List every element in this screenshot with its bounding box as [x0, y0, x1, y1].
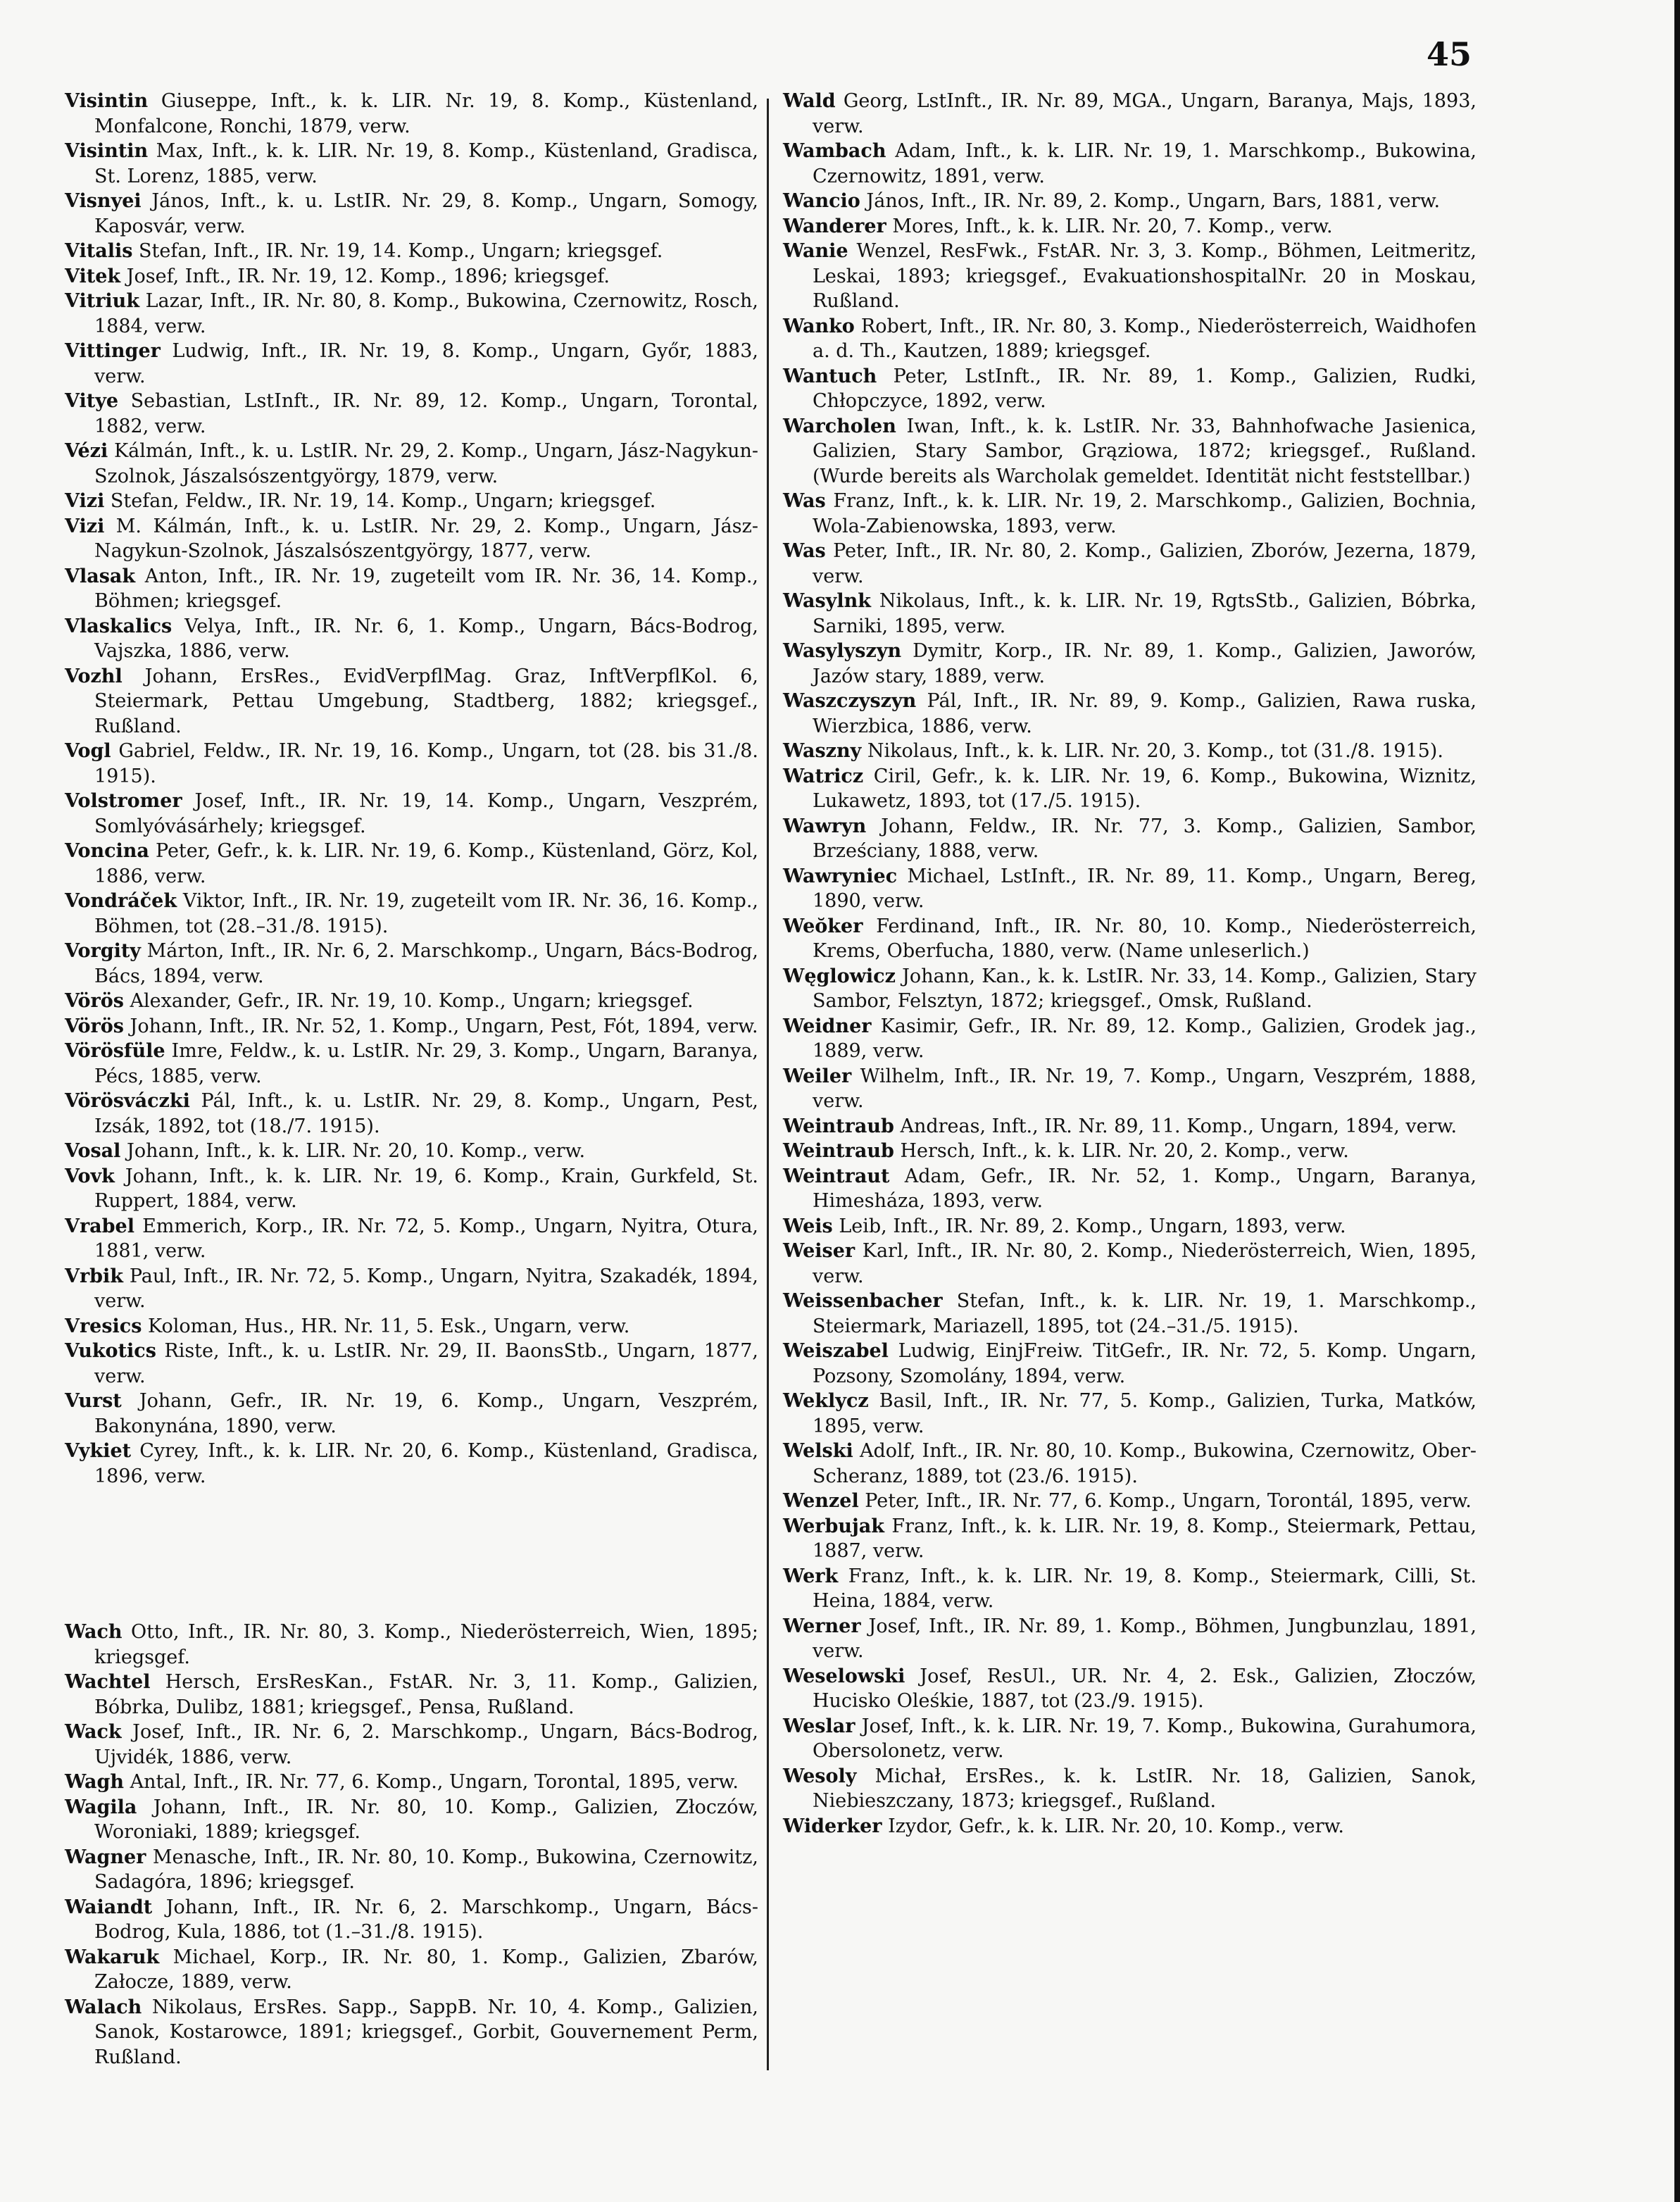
entry-details: Johann, Kan., k. k. LstIR. Nr. 33, 14. Komp., Galizien, Stary Sambor, Felsztyn, 1872; kriegsgef., Omsk, Rußland. [813, 965, 1477, 1012]
entry-details: Alexander, Gefr., IR. Nr. 19, 10. Komp., Ungarn; kriegsgef. [123, 990, 694, 1012]
entry [65, 514, 758, 564]
entry-surname: Wagila [65, 1796, 137, 1818]
entry-details: Michael, Korp., IR. Nr. 80, 1. Komp., Galizien, Zbarów, Załocze, 1889, verw. [94, 1946, 758, 1993]
entry-details: Ferdinand, Inft., IR. Nr. 80, 10. Komp., Niederösterreich, Krems, Oberfucha, 1880, verw. (Name unleserlich.) [813, 915, 1477, 962]
entry [65, 1620, 758, 1670]
page-number: 45 [1427, 35, 1472, 73]
entry [65, 789, 758, 839]
entry [783, 864, 1477, 914]
entry-details: Franz, Inft., k. k. LIR. Nr. 19, 2. Marschkomp., Galizien, Bochnia, Wola-Zabienowska, 1893, verw. [813, 490, 1477, 537]
entry-details: János, Inft., k. u. LstIR. Nr. 29, 8. Komp., Ungarn, Somogy, Kaposvár, verw. [94, 190, 758, 237]
entry [783, 814, 1477, 864]
entry-details: Peter, Inft., IR. Nr. 77, 6. Komp., Ungarn, Torontál, 1895, verw. [858, 1490, 1472, 1512]
entry-surname: Weintraub [783, 1115, 894, 1137]
entry-details: Michael, LstInft., IR. Nr. 89, 11. Komp., Ungarn, Bereg, 1890, verw. [813, 865, 1477, 912]
entry-surname: Wakaruk [65, 1946, 160, 1968]
entry-details: Sebastian, LstInft., IR. Nr. 89, 12. Komp., Ungarn, Torontal, 1882, verw. [94, 390, 758, 437]
entry-details: Kasimir, Gefr., IR. Nr. 89, 12. Komp., Galizien, Grodek jag., 1889, verw. [813, 1015, 1477, 1062]
entry-details: Anton, Inft., IR. Nr. 19, zugeteilt vom IR. Nr. 36, 14. Komp., Böhmen; kriegsgef. [94, 565, 758, 612]
entry-list-w [65, 1620, 758, 2070]
entry-surname: Vittinger [65, 340, 161, 362]
entry-surname: Wancio [783, 190, 860, 212]
entry [65, 1770, 758, 1795]
entry [783, 239, 1477, 314]
entry-surname: Weselowski [783, 1665, 905, 1687]
entry-surname: Vörösfüle [65, 1040, 165, 1062]
entry-surname: Vykiet [65, 1440, 132, 1462]
entry [783, 89, 1477, 139]
entry-surname: Wald [783, 90, 836, 112]
entry-surname: Weidner [783, 1015, 872, 1037]
entry-surname: Walach [65, 1996, 142, 2018]
entry-surname: Wenzel [783, 1490, 859, 1512]
left-column [65, 89, 758, 2070]
entry [783, 589, 1477, 639]
entry-details: Leib, Inft., IR. Nr. 89, 2. Komp., Ungarn, 1893, verw. [832, 1215, 1346, 1237]
entry-details: Emmerich, Korp., IR. Nr. 72, 5. Komp., Ungarn, Nyitra, Otura, 1881, verw. [94, 1215, 758, 1262]
entry-surname: Wesoly [783, 1765, 857, 1787]
entry [783, 1064, 1477, 1114]
entry-surname: Welski [783, 1440, 853, 1462]
entry-surname: Vurst [65, 1390, 122, 1412]
entry-details: Mores, Inft., k. k. LIR. Nr. 20, 7. Komp., verw. [886, 215, 1333, 237]
entry-details: Viktor, Inft., IR. Nr. 19, zugeteilt vom IR. Nr. 36, 16. Komp., Böhmen, tot (28.–31./8. 1915). [94, 890, 758, 937]
entry [65, 339, 758, 389]
entry [65, 1339, 758, 1389]
entry-details: Kálmán, Inft., k. u. LstIR. Nr. 29, 2. Komp., Ungarn, Jász-Nagykun-Szolnok, Jászalsószentgyörgy, 1879, verw. [94, 440, 758, 487]
entry-details: Josef, Inft., IR. Nr. 19, 14. Komp., Ungarn, Veszprém, Somlyóvásárhely; kriegsgef. [94, 790, 758, 837]
entry-surname: Wach [65, 1621, 123, 1643]
entry [65, 614, 758, 664]
entry [783, 1389, 1477, 1439]
entry [783, 414, 1477, 489]
entry-surname: Vitalis [65, 240, 133, 262]
entry-surname: Vozhl [65, 665, 123, 687]
entry [783, 1014, 1477, 1064]
entry-details: Pál, Inft., IR. Nr. 89, 9. Komp., Galizien, Rawa ruska, Wierzbica, 1886, verw. [813, 690, 1477, 737]
entry-surname: Wantuch [783, 365, 877, 387]
entry-surname: Wawryniec [783, 865, 898, 887]
entry-details: Johann, Inft., IR. Nr. 52, 1. Komp., Ungarn, Pest, Fót, 1894, verw. [123, 1015, 758, 1037]
entry-surname: Weklycz [783, 1390, 869, 1412]
entry [783, 914, 1477, 964]
entry [65, 439, 758, 489]
entry-details: Nikolaus, ErsRes. Sapp., SappB. Nr. 10, 4. Komp., Galizien, Sanok, Kostarowce, 1891; kriegsgef., Gorbit, Gouvernement Perm, Rußland. [94, 1996, 758, 2068]
entry-details: Josef, Inft., k. k. LIR. Nr. 19, 7. Komp., Bukowina, Gurahumora, Obersolonetz, verw. [813, 1715, 1477, 1762]
entry [65, 1139, 758, 1164]
right-column [783, 89, 1477, 1839]
entry [783, 1239, 1477, 1289]
entry-surname: Węglowicz [783, 965, 896, 987]
entry-surname: Weintraub [783, 1140, 894, 1162]
entry [65, 264, 758, 289]
entry-details: Lazar, Inft., IR. Nr. 80, 8. Komp., Bukowina, Czernowitz, Rosch, 1884, verw. [94, 290, 758, 337]
entry-surname: Waszny [783, 740, 862, 762]
entry-surname: Vitek [65, 265, 121, 287]
entry [65, 1720, 758, 1770]
entry [783, 1664, 1477, 1714]
entry [783, 1214, 1477, 1239]
entry-surname: Weintraut [783, 1165, 890, 1187]
entry-details: Hersch, Inft., k. k. LIR. Nr. 20, 2. Komp., verw. [894, 1140, 1349, 1162]
entry [783, 689, 1477, 739]
entry [65, 1264, 758, 1314]
entry-surname: Wanderer [783, 215, 886, 237]
entry [65, 189, 758, 239]
entry-details: Velya, Inft., IR. Nr. 6, 1. Komp., Ungarn, Bács-Bodrog, Vajszka, 1886, verw. [94, 615, 758, 662]
entry-details: Antal, Inft., IR. Nr. 77, 6. Komp., Ungarn, Torontal, 1895, verw. [123, 1771, 739, 1793]
entry-surname: Waszczyszyn [783, 690, 917, 712]
entry [65, 1039, 758, 1089]
entry [783, 314, 1477, 364]
entry-details: Johann, Inft., IR. Nr. 80, 10. Komp., Galizien, Złoczów, Woroniaki, 1889; kriegsgef. [94, 1796, 758, 1843]
entry-details: Wenzel, ResFwk., FstAR. Nr. 3, 3. Komp., Böhmen, Leitmeritz, Leskai, 1893; kriegsgef., EvakuationshospitalNr. 20 in Moskau, Rußland. [813, 240, 1477, 312]
entry [783, 1564, 1477, 1614]
entry-surname: Weis [783, 1215, 833, 1237]
entry [783, 964, 1477, 1014]
entry-surname: Vézi [65, 440, 108, 462]
entry [783, 1489, 1477, 1514]
entry-details: Izydor, Gefr., k. k. LIR. Nr. 20, 10. Komp., verw. [882, 1815, 1344, 1837]
entry [783, 1439, 1477, 1489]
entry-details: Giuseppe, Inft., k. k. LIR. Nr. 19, 8. Komp., Küstenland, Monfalcone, Ronchi, 1879, verw. [94, 90, 758, 137]
entry [65, 1314, 758, 1339]
entry-details: Peter, Inft., IR. Nr. 80, 2. Komp., Galizien, Zborów, Jezerna, 1879, verw. [813, 540, 1477, 587]
entry-surname: Voncina [65, 840, 149, 862]
entry-surname: Waiandt [65, 1896, 153, 1918]
entry [783, 139, 1477, 189]
entry-details: Gabriel, Feldw., IR. Nr. 19, 16. Komp., Ungarn, tot (28. bis 31./8. 1915). [94, 740, 758, 787]
entry-surname: Vizi [65, 515, 105, 537]
entry [65, 889, 758, 939]
entry-details: Franz, Inft., k. k. LIR. Nr. 19, 8. Komp., Steiermark, Cilli, St. Heina, 1884, verw. [813, 1565, 1477, 1612]
entry-list-v [65, 89, 758, 1489]
entry-details: Nikolaus, Inft., k. k. LIR. Nr. 20, 3. Komp., tot (31./8. 1915). [861, 740, 1443, 762]
entry-details: Hersch, ErsResKan., FstAR. Nr. 3, 11. Komp., Galizien, Bóbrka, Dulibz, 1881; kriegsgef., Pensa, Rußland. [94, 1671, 758, 1718]
entry-surname: Wagner [65, 1846, 146, 1868]
entry-surname: Visintin [65, 90, 149, 112]
entry [65, 839, 758, 889]
entry [783, 364, 1477, 414]
entry-details: Johann, Gefr., IR. Nr. 19, 6. Komp., Ungarn, Veszprém, Bakonynána, 1890, verw. [94, 1390, 758, 1437]
scan-edge [1674, 0, 1680, 2202]
entry-surname: Vlaskalics [65, 615, 173, 637]
entry-surname: Wambach [783, 140, 886, 162]
entry-details: Karl, Inft., IR. Nr. 80, 2. Komp., Niederösterreich, Wien, 1895, verw. [813, 1240, 1477, 1287]
entry-surname: Weiler [783, 1065, 852, 1087]
entry-details: Johann, Inft., IR. Nr. 6, 2. Marschkomp., Ungarn, Bács-Bodrog, Kula, 1886, tot (1.–31./8. 1915). [94, 1896, 758, 1943]
entry [65, 489, 758, 514]
entry-surname: Werbujak [783, 1515, 885, 1537]
entry [65, 239, 758, 264]
entry-surname: Widerker [783, 1815, 882, 1837]
entry-surname: Weiszabel [783, 1340, 889, 1362]
entry-surname: Warcholen [783, 415, 896, 437]
entry-details: Riste, Inft., k. u. LstIR. Nr. 29, II. BaonsStb., Ungarn, 1877, verw. [94, 1340, 758, 1387]
entry [65, 1795, 758, 1845]
entry-surname: Vlasak [65, 565, 136, 587]
entry-details: Paul, Inft., IR. Nr. 72, 5. Komp., Ungarn, Nyitra, Szakadék, 1894, verw. [94, 1265, 758, 1312]
entry-details: Stefan, Feldw., IR. Nr. 19, 14. Komp., Ungarn; kriegsgef. [104, 490, 656, 512]
entry-details: Ciril, Gefr., k. k. LIR. Nr. 19, 6. Komp., Bukowina, Wiznitz, Lukawetz, 1893, tot (17./5. 1915). [813, 765, 1477, 812]
entry-surname: Vörös [65, 990, 124, 1012]
entry-details: Georg, LstInft., IR. Nr. 89, MGA., Ungarn, Baranya, Majs, 1893, verw. [813, 90, 1477, 137]
entry-surname: Weslar [783, 1715, 855, 1737]
entry [65, 1439, 758, 1489]
entry-surname: Vörösváczki [65, 1090, 190, 1112]
entry [65, 1945, 758, 1995]
entry-details: Menasche, Inft., IR. Nr. 80, 10. Komp., Bukowina, Czernowitz, Sadagóra, 1896; kriegsgef. [94, 1846, 758, 1893]
entry-surname: Was [783, 540, 826, 562]
entry-details: Franz, Inft., k. k. LIR. Nr. 19, 8. Komp., Steiermark, Pettau, 1887, verw. [813, 1515, 1477, 1562]
entry [65, 1164, 758, 1214]
column-divider [767, 99, 769, 2070]
entry-surname: Vogl [65, 740, 111, 762]
entry-details: Adam, Inft., k. k. LIR. Nr. 19, 1. Marschkomp., Bukowina, Czernowitz, 1891, verw. [813, 140, 1477, 187]
entry [65, 564, 758, 614]
entry-details: Márton, Inft., IR. Nr. 6, 2. Marschkomp., Ungarn, Bács-Bodrog, Bács, 1894, verw. [94, 940, 758, 987]
entry-surname: Wanko [783, 315, 855, 337]
entry-surname: Werk [783, 1565, 839, 1587]
entry-details: Josef, Inft., IR. Nr. 19, 12. Komp., 1896; kriegsgef. [120, 265, 610, 287]
entry-surname: Visintin [65, 140, 149, 162]
entry-surname: Wawryn [783, 815, 867, 837]
entry-details: Andreas, Inft., IR. Nr. 89, 11. Komp., Ungarn, 1894, verw. [894, 1115, 1458, 1137]
entry [783, 489, 1477, 539]
entry [783, 764, 1477, 814]
entry-surname: Weissenbacher [783, 1290, 943, 1312]
entry [783, 639, 1477, 689]
entry-details: Wilhelm, Inft., IR. Nr. 19, 7. Komp., Ungarn, Veszprém, 1888, verw. [813, 1065, 1477, 1112]
entry-surname: Watricz [783, 765, 864, 787]
entry-details: Iwan, Inft., k. k. LstIR. Nr. 33, Bahnhofwache Jasienica, Galizien, Stary Sambor, Grąziowa, 1872; kriegsgef., Rußland. (Wurde bereits als Warcholak gemeldet. Identität nicht feststellbar.) [813, 415, 1477, 487]
entry-details: Josef, ResUl., UR. Nr. 4, 2. Esk., Galizien, Złoczów, Hucisko Oleśkie, 1887, tot (23./9. 1915). [813, 1665, 1477, 1712]
entry-details: Cyrey, Inft., k. k. LIR. Nr. 20, 6. Komp., Küstenland, Gradisca, 1896, verw. [94, 1440, 758, 1487]
entry-surname: Vörös [65, 1015, 124, 1037]
entry [65, 739, 758, 789]
entry [783, 1139, 1477, 1164]
entry-surname: Wack [65, 1721, 122, 1743]
entry-surname: Was [783, 490, 826, 512]
entry-surname: Weŏker [783, 915, 863, 937]
entry-details: Stefan, Inft., k. k. LIR. Nr. 19, 1. Marschkomp., Steiermark, Mariazell, 1895, tot (24.–31./5. 1915). [813, 1290, 1477, 1337]
entry [65, 664, 758, 739]
entry [65, 1089, 758, 1139]
entry [783, 1514, 1477, 1564]
entry-details: Stefan, Inft., IR. Nr. 19, 14. Komp., Ungarn; kriegsgef. [132, 240, 663, 262]
entry-details: Nikolaus, Inft., k. k. LIR. Nr. 19, RgtsStb., Galizien, Bóbrka, Sarniki, 1895, verw. [813, 590, 1477, 637]
entry-details: Johann, Inft., k. k. LIR. Nr. 19, 6. Komp., Krain, Gurkfeld, St. Ruppert, 1884, verw. [94, 1165, 758, 1212]
entry-surname: Wasylyszyn [783, 640, 902, 662]
entry [783, 1714, 1477, 1764]
entry [65, 1995, 758, 2070]
entry [65, 89, 758, 139]
entry-details: Adolf, Inft., IR. Nr. 80, 10. Komp., Bukowina, Czernowitz, Ober-Scheranz, 1889, tot (23./6. 1915). [813, 1440, 1477, 1487]
entry-surname: Vondráček [65, 890, 177, 912]
entry-surname: Wachtel [65, 1671, 151, 1693]
entry [65, 289, 758, 339]
entry-details: Peter, Gefr., k. k. LIR. Nr. 19, 6. Komp., Küstenland, Görz, Kol, 1886, verw. [94, 840, 758, 887]
entry-details: Robert, Inft., IR. Nr. 80, 3. Komp., Niederösterreich, Waidhofen a. d. Th., Kautzen, 1889; kriegsgef. [813, 315, 1477, 362]
entry [783, 189, 1477, 214]
entry-details: Pál, Inft., k. u. LstIR. Nr. 29, 8. Komp., Ungarn, Pest, Izsák, 1892, tot (18./7. 1915). [94, 1090, 758, 1137]
entry [783, 1289, 1477, 1339]
entry-surname: Vizi [65, 490, 105, 512]
entry [65, 939, 758, 989]
entry [65, 139, 758, 189]
entry-details: Josef, Inft., IR. Nr. 89, 1. Komp., Böhmen, Jungbunzlau, 1891, verw. [813, 1615, 1477, 1662]
entry-surname: Vovk [65, 1165, 115, 1187]
entry-details: Josef, Inft., IR. Nr. 6, 2. Marschkomp., Ungarn, Bács-Bodrog, Ujvidék, 1886, verw. [94, 1721, 758, 1768]
entry [65, 1214, 758, 1264]
entry-surname: Visnyei [65, 190, 142, 212]
entry-details: Basil, Inft., IR. Nr. 77, 5. Komp., Galizien, Turka, Matków, 1895, verw. [813, 1390, 1477, 1437]
entry [65, 1670, 758, 1720]
entry [783, 1614, 1477, 1664]
entry-surname: Vresics [65, 1315, 142, 1337]
entry [783, 1764, 1477, 1814]
entry-details: Dymitr, Korp., IR. Nr. 89, 1. Komp., Galizien, Jaworów, Jazów stary, 1889, verw. [813, 640, 1477, 687]
entry-details: Johann, Feldw., IR. Nr. 77, 3. Komp., Galizien, Sambor, Brześciany, 1888, verw. [813, 815, 1477, 862]
entry-details: Imre, Feldw., k. u. LstIR. Nr. 29, 3. Komp., Ungarn, Baranya, Pécs, 1885, verw. [94, 1040, 758, 1087]
entry-details: Ludwig, Inft., IR. Nr. 19, 8. Komp., Ungarn, Győr, 1883, verw. [94, 340, 758, 387]
entry [65, 1014, 758, 1039]
entry [783, 1339, 1477, 1389]
entry-details: Johann, ErsRes., EvidVerpflMag. Graz, InftVerpflKol. 6, Steiermark, Pettau Umgebung, Stadtberg, 1882; kriegsgef., Rußland. [94, 665, 758, 737]
entry-surname: Wanie [783, 240, 848, 262]
entry [783, 214, 1477, 239]
entry-details: Otto, Inft., IR. Nr. 80, 3. Komp., Niederösterreich, Wien, 1895; kriegsgef. [94, 1621, 758, 1668]
entry-surname: Wasylnk [783, 590, 871, 612]
entry-list-w-continued [783, 89, 1477, 1839]
entry [65, 989, 758, 1014]
entry-surname: Volstromer [65, 790, 182, 812]
section-gap [65, 1489, 758, 1620]
entry [65, 1895, 758, 1945]
entry-surname: Vukotics [65, 1340, 156, 1362]
entry-details: Koloman, Hus., HR. Nr. 11, 5. Esk., Ungarn, verw. [142, 1315, 630, 1337]
entry-surname: Vitye [65, 390, 119, 412]
entry-surname: Vorgity [65, 940, 141, 962]
entry-details: János, Inft., IR. Nr. 89, 2. Komp., Ungarn, Bars, 1881, verw. [860, 190, 1441, 212]
entry [783, 1814, 1477, 1839]
entry [65, 1845, 758, 1895]
entry [65, 1389, 758, 1439]
entry-details: Michał, ErsRes., k. k. LstIR. Nr. 18, Galizien, Sanok, Niebieszczany, 1873; kriegsgef., Rußland. [813, 1765, 1477, 1812]
entry [65, 389, 758, 439]
entry [783, 539, 1477, 589]
entry-surname: Vitriuk [65, 290, 140, 312]
entry-surname: Werner [783, 1615, 861, 1637]
entry-surname: Vrbik [65, 1265, 124, 1287]
entry-details: M. Kálmán, Inft., k. u. LstIR. Nr. 29, 2. Komp., Ungarn, Jász-Nagykun-Szolnok, Jászalsószentgyörgy, 1877, verw. [94, 515, 758, 562]
entry [783, 1114, 1477, 1139]
entry [783, 1164, 1477, 1214]
entry-details: Adam, Gefr., IR. Nr. 52, 1. Komp., Ungarn, Baranya, Himesháza, 1893, verw. [813, 1165, 1477, 1212]
entry-details: Peter, LstInft., IR. Nr. 89, 1. Komp., Galizien, Rudki, Chłopczyce, 1892, verw. [813, 365, 1477, 412]
entry-details: Max, Inft., k. k. LIR. Nr. 19, 8. Komp., Küstenland, Gradisca, St. Lorenz, 1885, verw. [94, 140, 758, 187]
entry-details: Ludwig, EinjFreiw. TitGefr., IR. Nr. 72, 5. Komp. Ungarn, Pozsony, Szomolány, 1894, verw. [813, 1340, 1477, 1387]
entry-surname: Weiser [783, 1240, 855, 1262]
entry-details: Johann, Inft., k. k. LIR. Nr. 20, 10. Komp., verw. [120, 1140, 586, 1162]
entry-surname: Vrabel [65, 1215, 134, 1237]
entry-surname: Vosal [65, 1140, 121, 1162]
entry [783, 739, 1477, 764]
entry-surname: Wagh [65, 1771, 124, 1793]
